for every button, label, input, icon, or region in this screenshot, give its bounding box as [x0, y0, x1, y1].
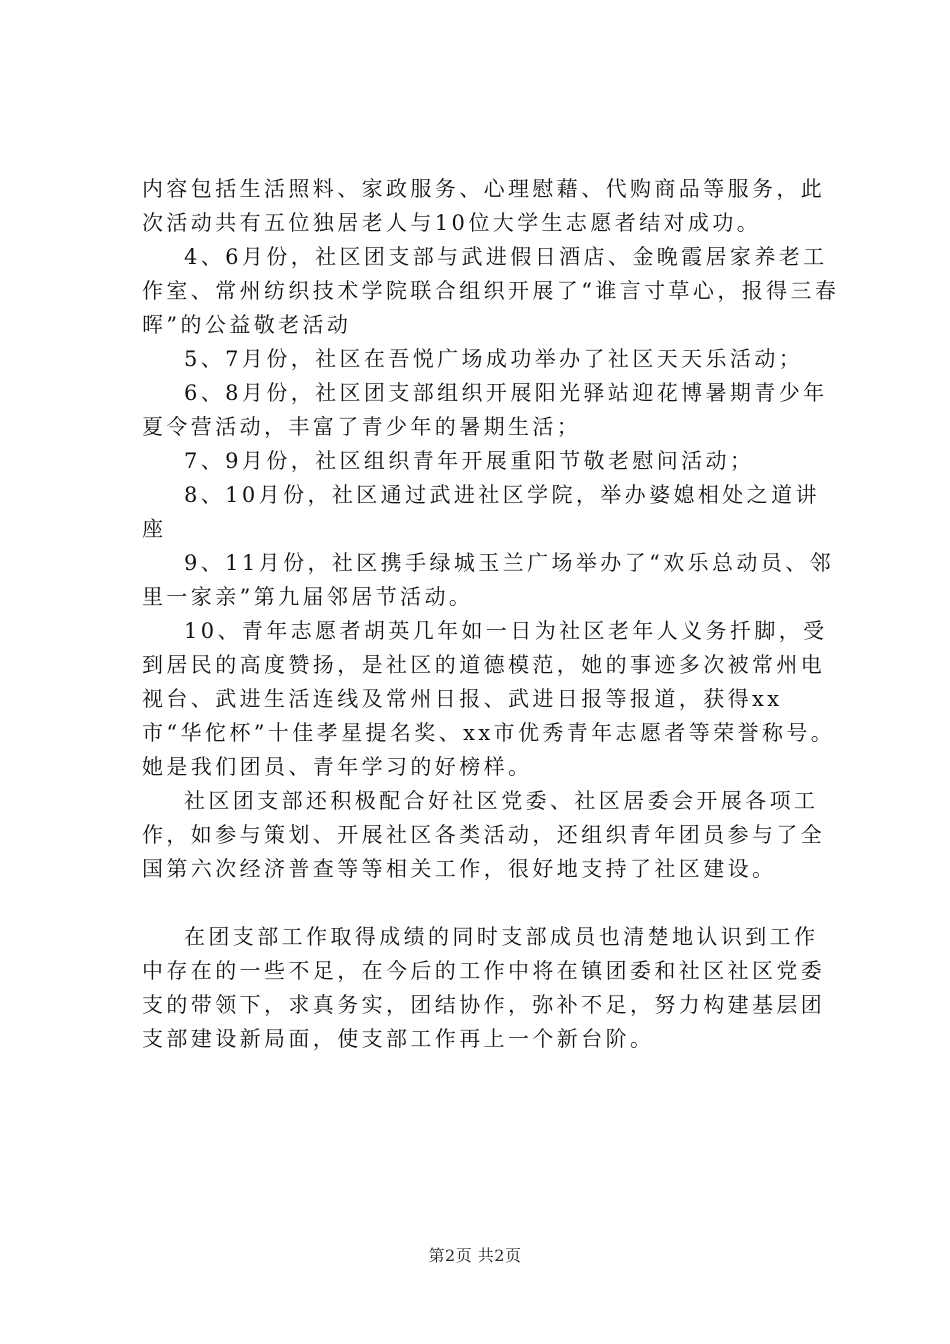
paragraph-item-10: 10、青年志愿者胡英几年如一日为社区老年人义务扦脚，受到居民的高度赞扬，是社区的道德模范，她的事迹多次被常州电视台、武进生活连线及常州日报、武进日报等报道，获得xx市“华佗杯”十佳孝星提名奖、xx市优秀青年志愿者等荣誉称号。她是我们团员、青年学习的好榜样。	[142, 619, 836, 779]
page-number-footer: 第2页 共2页	[428, 1246, 522, 1265]
paragraph-spacer	[142, 886, 842, 920]
document-body	[142, 172, 842, 1056]
paragraph-item-8: 8、10月份，社区通过武进社区学院，举办婆媳相处之道讲座	[142, 483, 820, 541]
paragraph-continuation: 内容包括生活照料、家政服务、心理慰藉、代购商品等服务，此次活动共有五位独居老人与10位大学生志愿者结对成功。	[142, 177, 826, 235]
paragraph-item-5: 5、7月份，社区在吾悦广场成功举办了社区天天乐活动；	[184, 347, 804, 371]
paragraph-item-4: 4、6月份，社区团支部与武进假日酒店、金晚霞居家养老工作室、常州纺织技术学院联合组织开展了“谁言寸草心，报得三春晖”的公益敬老活动	[142, 245, 840, 337]
paragraph-item-9: 9、11月份，社区携手绿城玉兰广场举办了“欢乐总动员、邻里一家亲”第九届邻居节活动。	[142, 551, 835, 609]
paragraph-item-6: 6、8月份，社区团支部组织开展阳光驿站迎花博暑期青少年夏令营活动，丰富了青少年的暑期生活；	[142, 381, 828, 439]
paragraph-conclusion: 在团支部工作取得成绩的同时支部成员也清楚地认识到工作中存在的一些不足，在今后的工作中将在镇团委和社区社区党委支的带领下，求真务实，团结协作，弥补不足，努力构建基层团支部建设新局面，使支部工作再上一个新台阶。	[142, 925, 826, 1051]
paragraph-support-work: 社区团支部还积极配合好社区党委、社区居委会开展各项工作，如参与策划、开展社区各类活动，还组织青年团员参与了全国第六次经济普查等等相关工作，很好地支持了社区建设。	[142, 789, 826, 881]
paragraph-item-7: 7、9月份，社区组织青年开展重阳节敬老慰问活动；	[184, 449, 755, 473]
